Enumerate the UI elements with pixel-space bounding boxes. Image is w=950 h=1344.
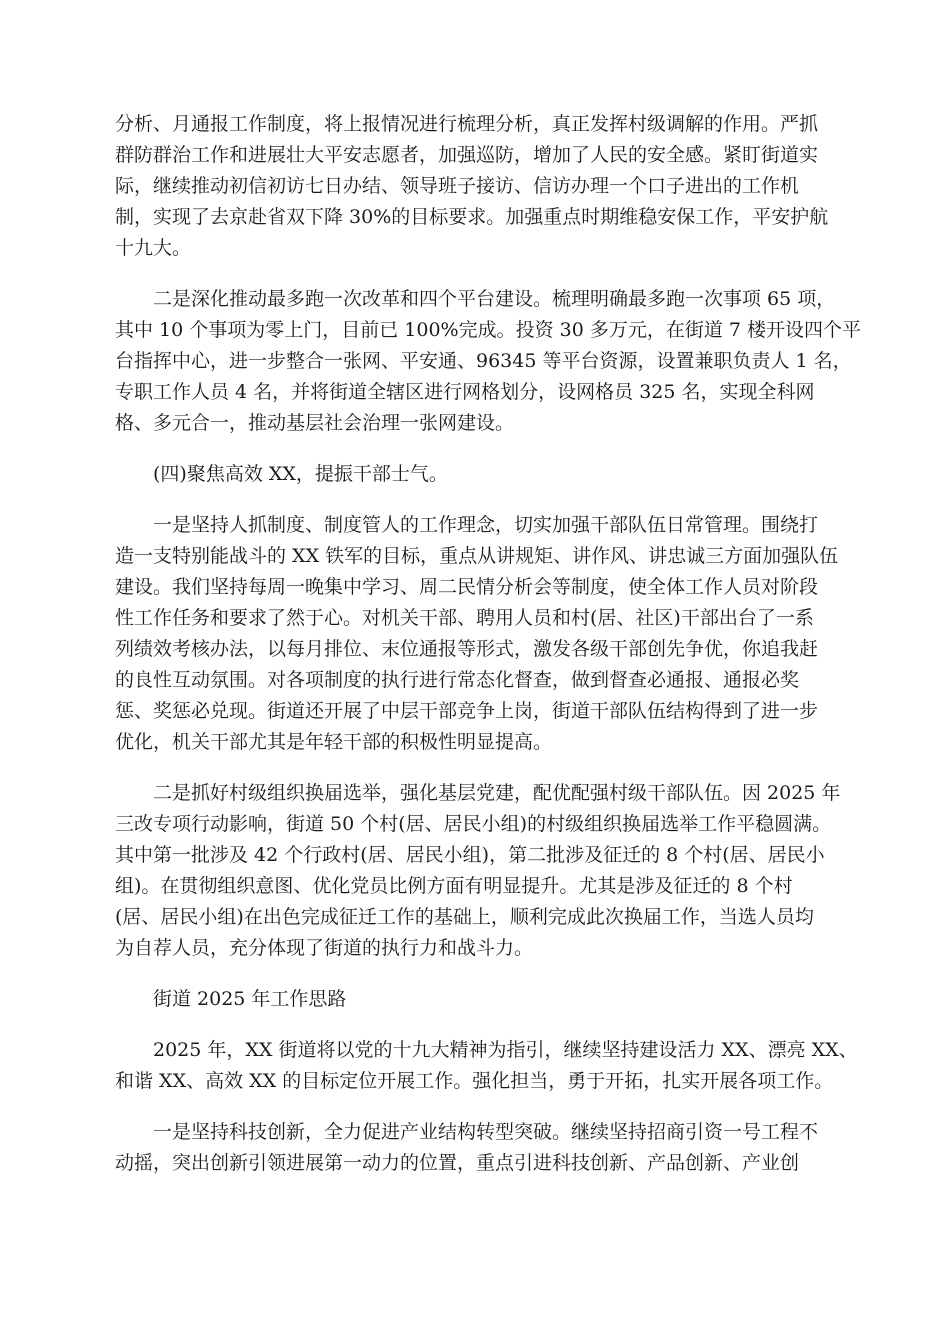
paragraph <box>115 778 841 964</box>
paragraph <box>115 284 862 439</box>
paragraph-line: 组)。在贯彻组织意图、优化党员比例方面有明显提升。尤其是涉及征迁的 8 个村 <box>115 875 793 897</box>
paragraph-line: 和谐 XX、高效 XX 的目标定位开展工作。强化担当，勇于开拓，扎实开展各项工作。 <box>115 1070 834 1092</box>
paragraph <box>115 109 835 264</box>
paragraph-line: 制，实现了去京赴省双下降 30%的目标要求。加强重点时期维稳安保工作，平安护航 <box>115 206 829 228</box>
paragraph-line: 2025 年，XX 街道将以党的十九大精神为指引，继续坚持建设活力 XX、漂亮 XX、 <box>153 1039 858 1061</box>
paragraph <box>115 510 839 758</box>
paragraph-line: 其中 10 个事项为零上门，目前已 100%完成。投资 30 多万元，在街道 7 楼开设四个平 <box>115 319 862 341</box>
paragraph <box>115 984 835 1015</box>
paragraph-line: 一是坚持科技创新，全力促进产业结构转型突破。继续坚持招商引资一号工程不 <box>153 1121 819 1143</box>
paragraph-line: 二是深化推动最多跑一次改革和四个平台建设。梳理明确最多跑一次事项 65 项， <box>153 288 836 310</box>
paragraph-line: 的良性互动氛围。对各项制度的执行进行常态化督查，做到督查必通报、通报必奖 <box>115 669 800 691</box>
paragraph-line: 性工作任务和要求了然于心。对机关干部、聘用人员和村(居、社区)干部出台了一系 <box>115 607 814 629</box>
paragraph-line: 格、多元合一，推动基层社会治理一张网建设。 <box>115 412 515 434</box>
paragraph-line: 造一支特别能战斗的 XX 铁军的目标，重点从讲规矩、讲作风、讲忠诚三方面加强队伍 <box>115 545 839 567</box>
paragraph-line: 群防群治工作和进展壮大平安志愿者，加强巡防，增加了人民的安全感。紧盯街道实 <box>115 144 819 166</box>
paragraph-line: 三改专项行动影响，街道 50 个村(居、居民小组)的村级组织换届选举工作平稳圆满。 <box>115 813 832 835</box>
paragraph-line: 惩、奖惩必兑现。街道还开展了中层干部竞争上岗，街道干部队伍结构得到了进一步 <box>115 700 819 722</box>
paragraph-line: 台指挥中心，进一步整合一张网、平安通、96345 等平台资源，设置兼职负责人 1 名， <box>115 350 852 372</box>
paragraph-line: 列绩效考核办法，以每月排位、末位通报等形式，激发各级干部创先争优，你追我赶 <box>115 638 819 660</box>
paragraph-line: 际，继续推动初信初访七日办结、领导班子接访、信访办理一个口子进出的工作机 <box>115 175 800 197</box>
paragraph <box>115 459 835 490</box>
paragraph-line: 其中第一批涉及 42 个行政村(居、居民小组)，第二批涉及征迁的 8 个村(居、居民小 <box>115 844 825 866</box>
paragraph-line: 优化，机关干部尤其是年轻干部的积极性明显提高。 <box>115 731 553 753</box>
document-body <box>115 109 862 1199</box>
paragraph-line: 十九大。 <box>115 237 192 259</box>
paragraph-line: 为自荐人员，充分体现了街道的执行力和战斗力。 <box>115 937 534 959</box>
paragraph-line: 建设。我们坚持每周一晚集中学习、周二民情分析会等制度，使全体工作人员对阶段 <box>115 576 819 598</box>
paragraph-line: 一是坚持人抓制度、制度管人的工作理念，切实加强干部队伍日常管理。围绕打 <box>153 514 819 536</box>
paragraph <box>115 1117 835 1179</box>
paragraph-line: 街道 2025 年工作思路 <box>153 988 347 1010</box>
paragraph-line: (居、居民小组)在出色完成征迁工作的基础上，顺利完成此次换届工作，当选人员均 <box>115 906 814 928</box>
paragraph-line: 动摇，突出创新引领进展第一动力的位置，重点引进科技创新、产品创新、产业创 <box>115 1152 800 1174</box>
paragraph-line: 二是抓好村级组织换届选举，强化基层党建，配优配强村级干部队伍。因 2025 年 <box>153 782 841 804</box>
paragraph <box>115 1035 858 1097</box>
paragraph-line: 专职工作人员 4 名，并将街道全辖区进行网格划分，设网格员 325 名，实现全科网 <box>115 381 815 403</box>
paragraph-line: 分析、月通报工作制度，将上报情况进行梳理分析，真正发挥村级调解的作用。严抓 <box>115 113 819 135</box>
paragraph-line: (四)聚焦高效 XX，提振干部士气。 <box>153 463 448 485</box>
